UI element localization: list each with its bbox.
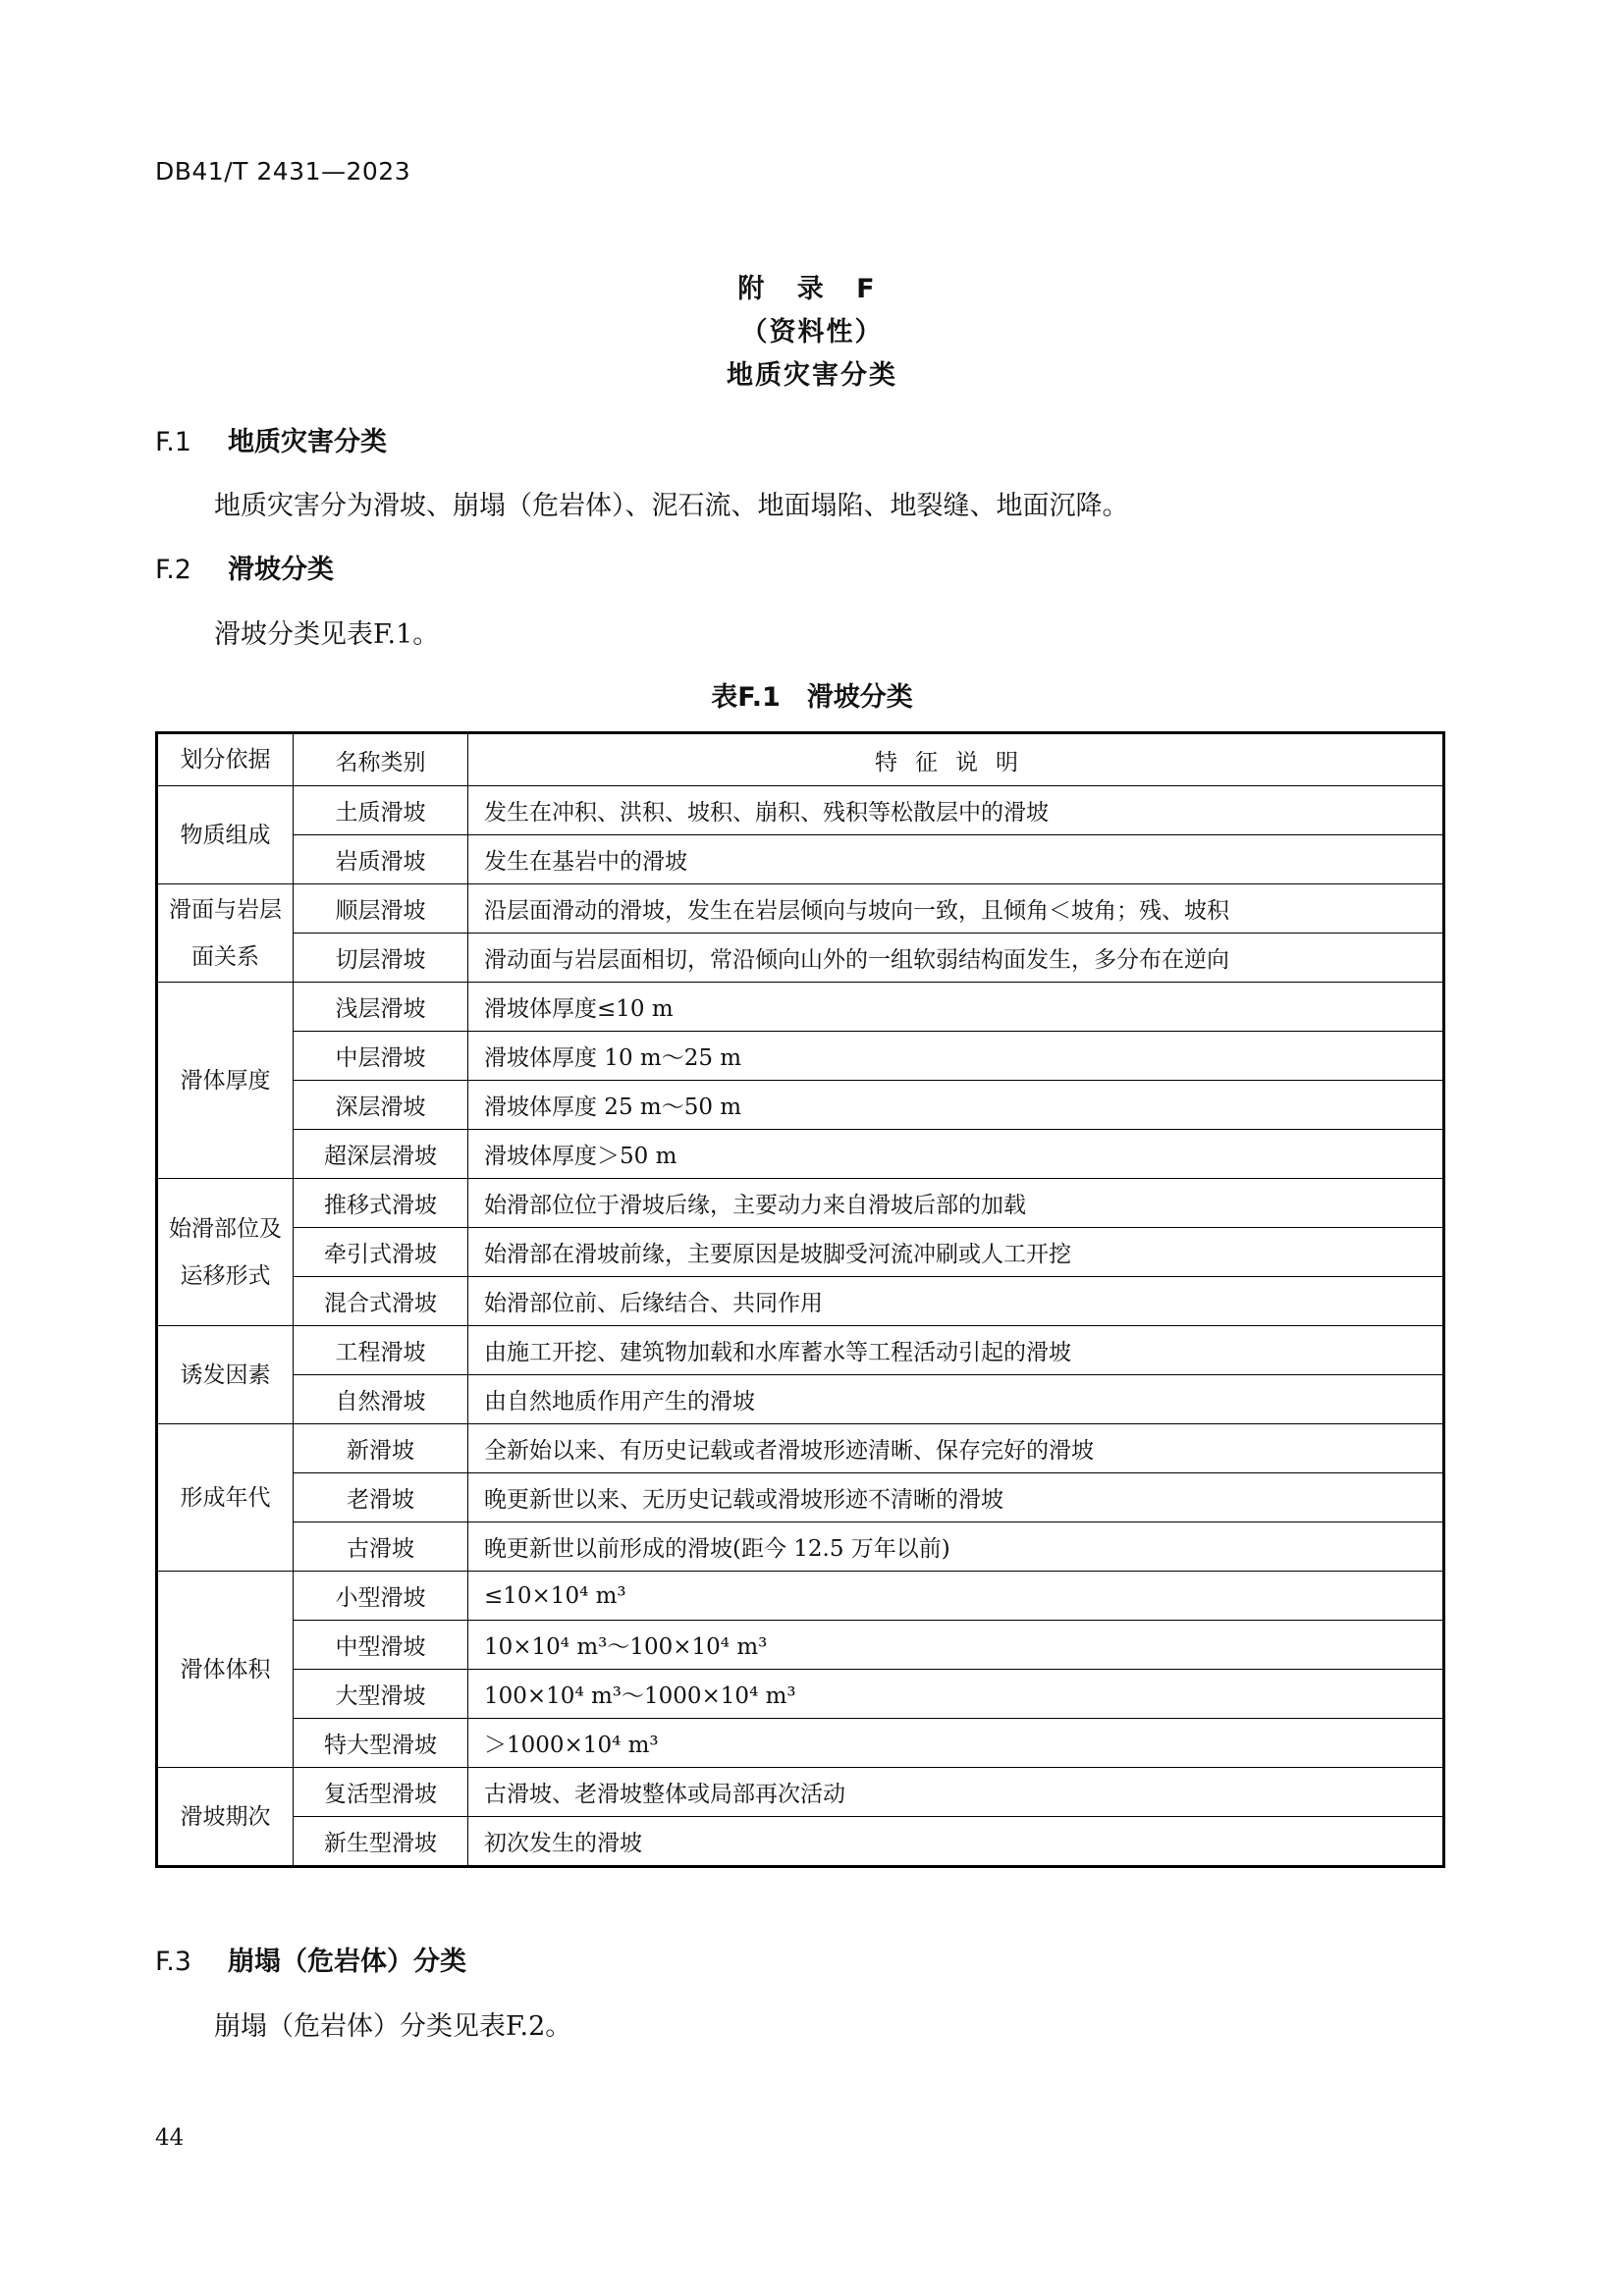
category-cell: 混合式滑坡 <box>294 1277 468 1326</box>
appendix-title: 附 录 F <box>737 274 887 304</box>
section-f2-text: 滑坡分类见表F.1。 <box>214 619 440 650</box>
category-cell: 中型滑坡 <box>294 1621 468 1670</box>
description-cell: 100×10⁴ m³～1000×10⁴ m³ <box>468 1670 1444 1719</box>
page-number: 44 <box>155 2125 185 2151</box>
category-cell: 土质滑坡 <box>294 786 468 835</box>
table-row <box>157 1130 1444 1179</box>
table-row <box>157 1277 1444 1326</box>
category-cell: 顺层滑坡 <box>294 884 468 934</box>
description-cell: 由自然地质作用产生的滑坡 <box>468 1375 1444 1424</box>
category-cell: 新生型滑坡 <box>294 1817 468 1867</box>
description-cell: 10×10⁴ m³～100×10⁴ m³ <box>468 1621 1444 1670</box>
table-row <box>157 1572 1444 1621</box>
table-row <box>157 884 1444 934</box>
category-cell: 小型滑坡 <box>294 1572 468 1621</box>
table-row <box>157 1473 1444 1522</box>
header-cell: 名称类别 <box>294 733 468 786</box>
header-cell: 划分依据 <box>157 733 294 786</box>
description-cell: 古滑坡、老滑坡整体或局部再次活动 <box>468 1768 1444 1817</box>
section-f1-heading <box>155 420 387 458</box>
table-header-row <box>157 733 1444 786</box>
description-cell: 晚更新世以来、无历史记载或滑坡形迹不清晰的滑坡 <box>468 1473 1444 1522</box>
description-cell: 初次发生的滑坡 <box>468 1817 1444 1867</box>
table-row <box>157 934 1444 983</box>
category-cell: 浅层滑坡 <box>294 983 468 1032</box>
section-number: F.2 <box>155 555 191 585</box>
description-cell: 全新始以来、有历史记载或者滑坡形迹清晰、保存完好的滑坡 <box>468 1424 1444 1473</box>
appendix-nature: （资料性） <box>740 317 884 347</box>
category-cell: 切层滑坡 <box>294 934 468 983</box>
description-cell: 始滑部位位于滑坡后缘，主要动力来自滑坡后部的加载 <box>468 1179 1444 1228</box>
category-cell: 老滑坡 <box>294 1473 468 1522</box>
table-caption: 表F.1 滑坡分类 <box>711 682 913 713</box>
section-title: 地质灾害分类 <box>228 427 387 457</box>
section-number: F.1 <box>155 427 191 457</box>
table-row <box>157 1424 1444 1473</box>
table-row <box>157 1228 1444 1277</box>
category-cell: 超深层滑坡 <box>294 1130 468 1179</box>
category-cell: 深层滑坡 <box>294 1081 468 1130</box>
table-row <box>157 1719 1444 1768</box>
category-cell: 岩质滑坡 <box>294 835 468 884</box>
table-row <box>157 786 1444 835</box>
table-row <box>157 835 1444 884</box>
basis-cell: 滑体体积 <box>157 1572 294 1768</box>
table-row <box>157 1621 1444 1670</box>
category-cell: 复活型滑坡 <box>294 1768 468 1817</box>
description-cell: 始滑部位前、后缘结合、共同作用 <box>468 1277 1444 1326</box>
description-cell: 滑动面与岩层面相切，常沿倾向山外的一组软弱结构面发生，多分布在逆向 <box>468 934 1444 983</box>
description-cell: ≤10×10⁴ m³ <box>468 1572 1444 1621</box>
section-title: 崩塌（危岩体）分类 <box>228 1947 466 1977</box>
description-cell: 滑坡体厚度 10 m～25 m <box>468 1032 1444 1081</box>
table-body <box>157 733 1444 1867</box>
basis-cell: 物质组成 <box>157 786 294 884</box>
table-row <box>157 1326 1444 1375</box>
category-cell: 古滑坡 <box>294 1522 468 1572</box>
section-title: 滑坡分类 <box>228 555 334 585</box>
description-cell: 滑坡体厚度＞50 m <box>468 1130 1444 1179</box>
category-cell: 大型滑坡 <box>294 1670 468 1719</box>
header-cell: 特征说明 <box>468 733 1444 786</box>
description-cell: 由施工开挖、建筑物加载和水库蓄水等工程活动引起的滑坡 <box>468 1326 1444 1375</box>
basis-cell: 诱发因素 <box>157 1326 294 1424</box>
basis-cell: 始滑部位及运移形式 <box>157 1179 294 1326</box>
basis-cell: 滑体厚度 <box>157 983 294 1179</box>
table-row <box>157 1032 1444 1081</box>
section-f1-text: 地质灾害分为滑坡、崩塌（危岩体）、泥石流、地面塌陷、地裂缝、地面沉降。 <box>214 491 1129 521</box>
landslide-classification-table <box>155 731 1445 1868</box>
basis-cell: 滑坡期次 <box>157 1768 294 1867</box>
description-cell: ＞1000×10⁴ m³ <box>468 1719 1444 1768</box>
table-row <box>157 983 1444 1032</box>
document-id: DB41/T 2431—2023 <box>155 157 411 186</box>
table-row <box>157 1179 1444 1228</box>
description-cell: 沿层面滑动的滑坡，发生在岩层倾向与坡向一致，且倾角＜坡角；残、坡积 <box>468 884 1444 934</box>
basis-cell: 滑面与岩层面关系 <box>157 884 294 983</box>
table-row <box>157 1375 1444 1424</box>
section-f3-text: 崩塌（危岩体）分类见表F.2。 <box>214 2011 572 2042</box>
table-row <box>157 1768 1444 1817</box>
section-f2-heading <box>155 548 334 586</box>
category-cell: 推移式滑坡 <box>294 1179 468 1228</box>
table-row <box>157 1670 1444 1719</box>
appendix-name: 地质灾害分类 <box>727 360 897 391</box>
description-cell: 滑坡体厚度 25 m～50 m <box>468 1081 1444 1130</box>
basis-cell: 形成年代 <box>157 1424 294 1572</box>
category-cell: 牵引式滑坡 <box>294 1228 468 1277</box>
description-cell: 滑坡体厚度≤10 m <box>468 983 1444 1032</box>
category-cell: 特大型滑坡 <box>294 1719 468 1768</box>
category-cell: 中层滑坡 <box>294 1032 468 1081</box>
description-cell: 晚更新世以前形成的滑坡(距今 12.5 万年以前) <box>468 1522 1444 1572</box>
description-cell: 发生在冲积、洪积、坡积、崩积、残积等松散层中的滑坡 <box>468 786 1444 835</box>
section-f3-heading <box>155 1940 466 1978</box>
category-cell: 新滑坡 <box>294 1424 468 1473</box>
category-cell: 工程滑坡 <box>294 1326 468 1375</box>
section-number: F.3 <box>155 1947 191 1977</box>
table-row <box>157 1081 1444 1130</box>
description-cell: 始滑部在滑坡前缘，主要原因是坡脚受河流冲刷或人工开挖 <box>468 1228 1444 1277</box>
category-cell: 自然滑坡 <box>294 1375 468 1424</box>
table-row <box>157 1817 1444 1867</box>
table-row <box>157 1522 1444 1572</box>
description-cell: 发生在基岩中的滑坡 <box>468 835 1444 884</box>
